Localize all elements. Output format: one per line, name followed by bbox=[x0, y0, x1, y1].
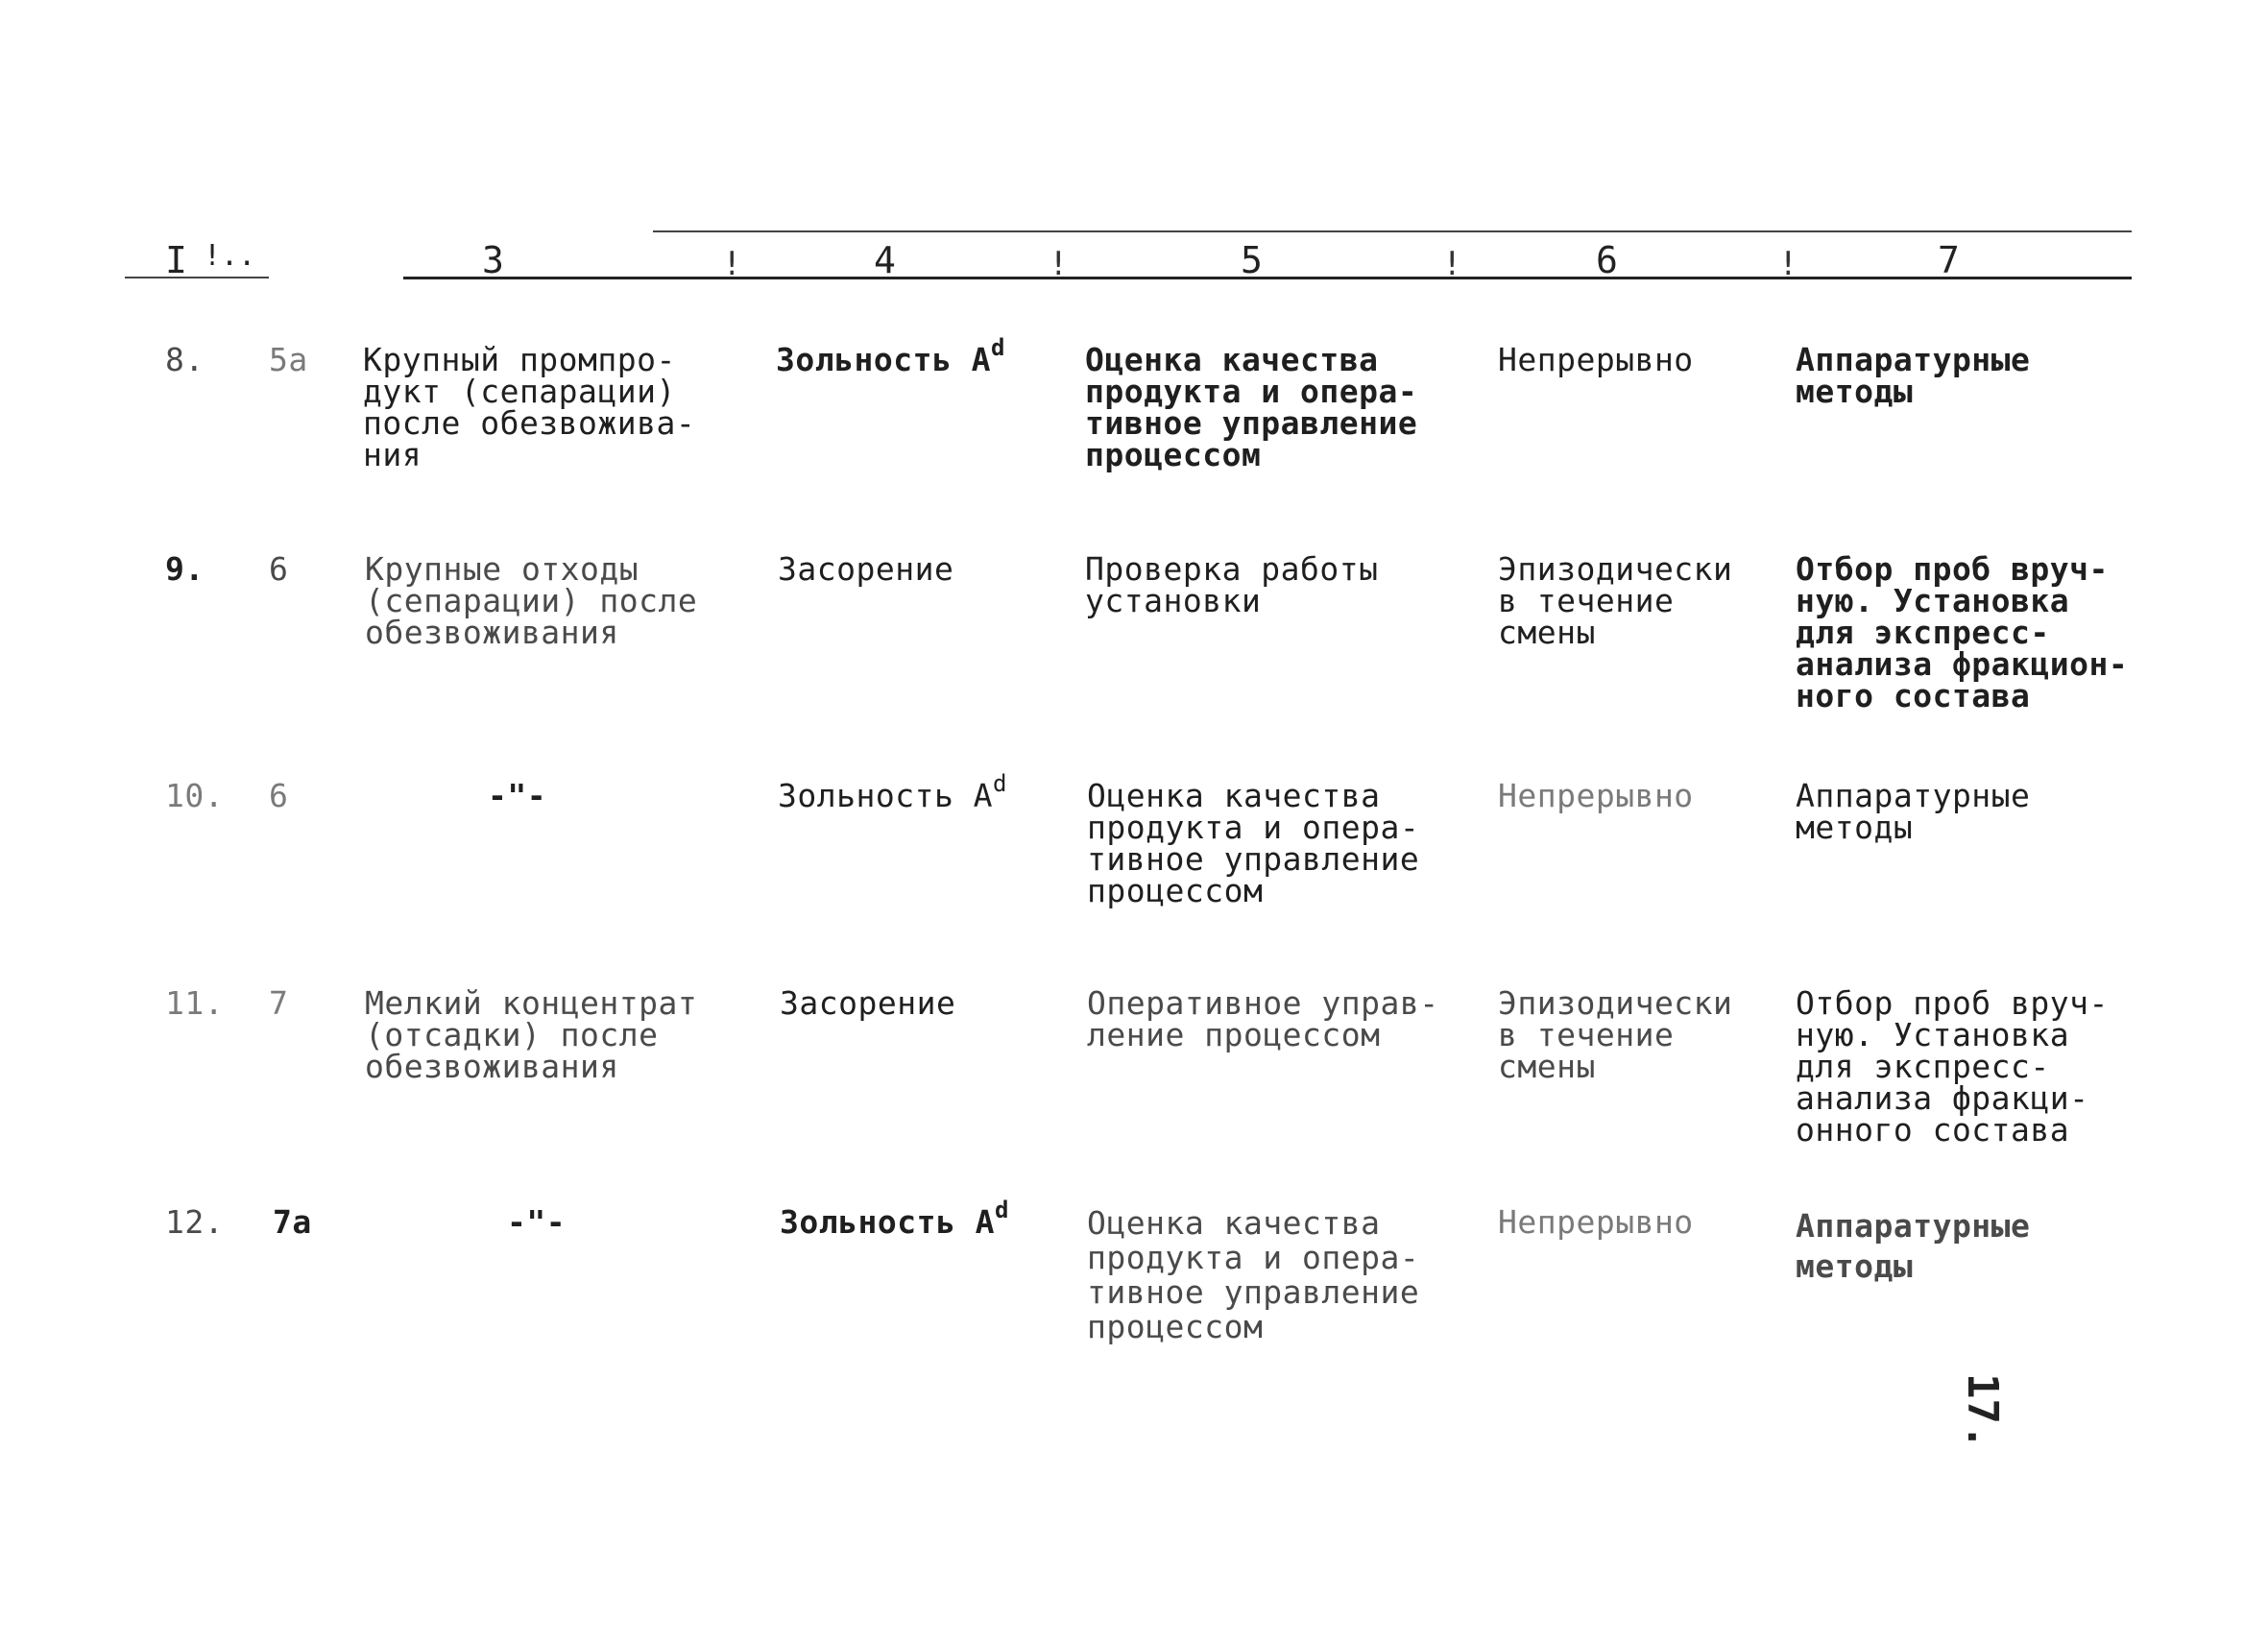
row-frequency: Непрерывно bbox=[1498, 1203, 1694, 1241]
header-separator: ! bbox=[1442, 245, 1462, 283]
row-method: Отбор проб вруч- ную. Установка для экспресс- анализа фракцион- ного состава bbox=[1796, 550, 2129, 714]
row-method: Аппаратурные методы bbox=[1796, 1207, 2031, 1285]
parameter-text: Зольность A bbox=[778, 777, 994, 814]
header-col-5: 5 bbox=[1241, 239, 1263, 281]
row-number: 8. bbox=[165, 341, 205, 378]
row-parameter bbox=[776, 334, 1005, 378]
row-object: Крупный промпро- дукт (сепарации) после обезвожива- ния bbox=[363, 341, 696, 473]
row-method: Отбор проб вруч- ную. Установка для экспресс- анализа фракци- онного состава bbox=[1796, 984, 2109, 1149]
header-col-4: 4 bbox=[874, 239, 896, 281]
row-object: -"- bbox=[488, 777, 547, 814]
row-code: 7 bbox=[269, 984, 289, 1022]
parameter-text: Засорение bbox=[778, 550, 954, 588]
parameter-superscript: d bbox=[995, 1197, 1009, 1223]
header-left-rule bbox=[125, 277, 269, 278]
row-parameter bbox=[780, 1197, 1009, 1241]
row-purpose: Оценка качества продукта и опера- тивное управление процессом bbox=[1087, 1204, 1420, 1345]
parameter-text: Засорение bbox=[780, 984, 956, 1022]
row-frequency: Непрерывно bbox=[1498, 777, 1694, 814]
header-col-6: 6 bbox=[1596, 239, 1618, 281]
header-separator: ! bbox=[1778, 245, 1798, 283]
row-purpose: Оперативное управ- ление процессом bbox=[1087, 984, 1439, 1053]
row-code: 7а bbox=[273, 1203, 312, 1241]
parameter-text: Зольность A bbox=[776, 341, 992, 378]
header-col-2: !.. bbox=[204, 239, 256, 273]
row-purpose: Проверка работы установки bbox=[1085, 550, 1379, 619]
row-purpose: Оценка качества продукта и опера- тивное управление процессом bbox=[1087, 777, 1420, 909]
header-col-7: 7 bbox=[1938, 239, 1960, 281]
row-frequency: Эпизодически в течение смены bbox=[1498, 984, 1733, 1085]
row-frequency: Эпизодически в течение смены bbox=[1498, 550, 1733, 651]
header-top-rule bbox=[653, 230, 2132, 232]
page-number: 17. bbox=[1958, 1373, 2007, 1450]
row-code: 6 bbox=[269, 777, 289, 814]
row-method: Аппаратурные методы bbox=[1796, 777, 2031, 846]
row-object: Мелкий концентрат (отсадки) после обезвоживания bbox=[365, 984, 698, 1085]
row-frequency: Непрерывно bbox=[1498, 341, 1694, 378]
header-separator: ! bbox=[1049, 245, 1069, 283]
parameter-text: Зольность A bbox=[780, 1203, 996, 1241]
row-number: 12. bbox=[165, 1203, 225, 1241]
row-parameter bbox=[778, 550, 954, 588]
row-parameter bbox=[778, 770, 1007, 814]
header-bottom-rule bbox=[403, 277, 2132, 279]
header-col-3: 3 bbox=[482, 239, 504, 281]
row-object: Крупные отходы (сепарации) после обезвоживания bbox=[365, 550, 698, 651]
row-purpose: Оценка качества продукта и опера- тивное управление процессом bbox=[1085, 341, 1418, 473]
row-method: Аппаратурные методы bbox=[1796, 341, 2031, 410]
row-number: 9. bbox=[165, 550, 205, 588]
header-col-1: I bbox=[165, 239, 187, 281]
row-code: 6 bbox=[269, 550, 289, 588]
row-object: -"- bbox=[507, 1203, 567, 1241]
row-parameter bbox=[780, 984, 956, 1022]
row-number: 11. bbox=[165, 984, 225, 1022]
header-separator: ! bbox=[722, 245, 742, 283]
parameter-superscript: d bbox=[993, 770, 1007, 797]
parameter-superscript: d bbox=[991, 334, 1005, 361]
row-number: 10. bbox=[165, 777, 225, 814]
row-code: 5а bbox=[269, 341, 308, 378]
